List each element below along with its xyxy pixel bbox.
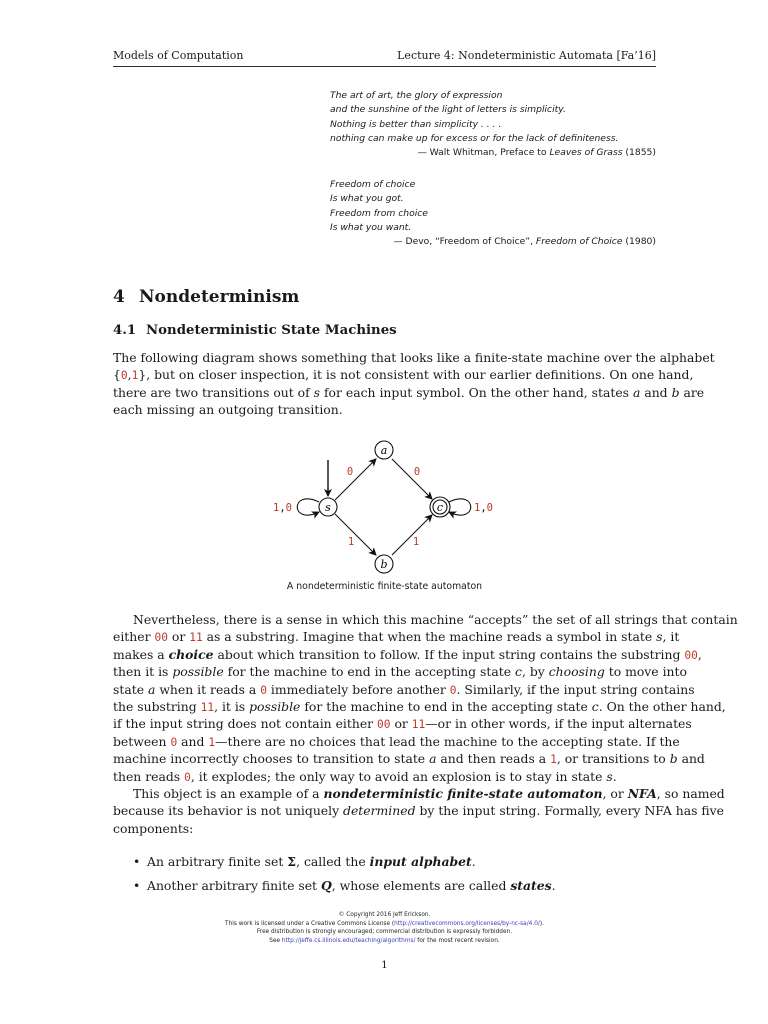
text: . xyxy=(471,854,476,869)
code-symbol: 1 xyxy=(208,735,216,749)
subsection-title: Nondeterministic State Machines xyxy=(146,323,397,338)
math-symbol: Σ xyxy=(287,854,297,869)
edge-label: 0 xyxy=(346,466,354,478)
text-line xyxy=(113,768,656,785)
edge-label: 0 xyxy=(285,502,292,514)
text: , xyxy=(697,646,702,662)
section-title: Nondeterminism xyxy=(139,287,300,307)
term: NFA xyxy=(627,786,657,801)
license-line xyxy=(113,920,656,929)
attr-year: (1980) xyxy=(622,236,656,248)
edge-label-sep: , xyxy=(480,502,487,514)
text: and then reads a xyxy=(436,751,551,767)
component-list xyxy=(133,850,556,898)
code-symbol: 1 xyxy=(131,369,139,383)
term: input alphabet xyxy=(369,854,472,869)
header-course: Models of Computation xyxy=(113,49,244,62)
text: This work is licensed under a Creative Commons License ( xyxy=(225,920,395,927)
state-label: b xyxy=(380,558,388,571)
text-line xyxy=(113,698,726,715)
text: by the input string. Formally, every NFA has five xyxy=(415,803,724,819)
text: and xyxy=(640,384,672,400)
text: and xyxy=(677,751,705,767)
text: . xyxy=(612,768,617,784)
text: , so named xyxy=(656,786,725,801)
paragraph-intro xyxy=(113,349,715,419)
epigraph-attribution xyxy=(330,235,656,249)
text-line xyxy=(113,646,702,663)
paragraph-nevertheless xyxy=(113,611,738,785)
math-symbol: Q xyxy=(320,878,332,893)
text: , xyxy=(127,367,132,383)
text: the substring xyxy=(113,698,201,714)
code-symbol: 0 xyxy=(120,369,128,383)
edge-label-sep: , xyxy=(279,502,286,514)
text: or xyxy=(167,629,190,645)
text-line xyxy=(113,366,694,383)
loop-s xyxy=(297,499,319,515)
text: when it reads a xyxy=(155,681,261,697)
text-line xyxy=(113,681,695,698)
text-line xyxy=(113,715,692,732)
state-c-accepting xyxy=(430,497,450,517)
state-s xyxy=(319,498,337,516)
epigraph-line: nothing can make up for excess or for the lack of definiteness. xyxy=(330,132,619,144)
state-var: a xyxy=(147,681,156,697)
section-heading xyxy=(113,287,299,307)
code-symbol: 00 xyxy=(377,718,391,732)
text-line xyxy=(113,401,656,418)
state-var: s xyxy=(606,768,613,784)
text: for the machine to end in the accepting state xyxy=(300,698,592,714)
text: , it explodes; the only way to avoid an explosion is to stay in state xyxy=(190,768,607,784)
epigraph-line: Freedom from choice xyxy=(330,207,428,219)
list-item: • Another arbitrary finite set Q, whose elements are called states. xyxy=(133,878,556,893)
code-symbol: 11 xyxy=(189,631,203,645)
state-var: c xyxy=(515,664,522,680)
edge-label: 0 xyxy=(413,466,421,478)
text: An arbitrary finite set xyxy=(147,854,288,869)
state-var: a xyxy=(429,751,437,767)
state-var: a xyxy=(632,384,641,400)
edge-b-c xyxy=(392,515,432,555)
state-var: b xyxy=(671,384,680,400)
text-line xyxy=(113,628,680,645)
state-b xyxy=(375,555,393,573)
text: to move into xyxy=(604,664,687,680)
text: each missing an outgoing transition. xyxy=(113,402,343,418)
epigraph-line: The art of art, the glory of expression xyxy=(330,90,503,101)
text-line xyxy=(113,349,715,366)
distribution-line: Free distribution is strongly encouraged; commercial distribution is expressly forbidden. xyxy=(256,929,513,936)
text: about which transition to follow. If the input string contains the substring xyxy=(213,646,685,662)
text: because its behavior is not uniquely xyxy=(113,803,344,819)
text-line xyxy=(113,802,724,819)
state-var: s xyxy=(656,629,663,645)
state-var: b xyxy=(669,751,678,767)
text: between xyxy=(113,733,171,749)
edge-label: 1 xyxy=(412,536,420,548)
attr-title: Leaves of Grass xyxy=(549,147,623,159)
text: —there are no choices that lead the machine to the accepting state. If the xyxy=(215,733,680,749)
text: either xyxy=(113,629,155,645)
code-symbol: 0 xyxy=(170,735,178,749)
text: . On the other hand, xyxy=(598,698,726,714)
text: , it xyxy=(662,629,680,645)
list-item: • An arbitrary finite set Σ, called the input alphabet. xyxy=(133,854,476,869)
text: , called the xyxy=(296,854,370,869)
text-line xyxy=(113,820,656,837)
text: or xyxy=(390,716,412,732)
code-symbol: 0 xyxy=(449,683,457,697)
code-symbol: 0 xyxy=(260,683,267,697)
course-link[interactable]: http://jeffe.cs.illinois.edu/teaching/algorithms/ xyxy=(281,938,416,945)
text: for the most recent revision. xyxy=(415,938,500,945)
text: as a substring. Imagine that when the machine reads a symbol in state xyxy=(202,629,657,645)
code-symbol: 11 xyxy=(411,718,426,732)
code-symbol: 11 xyxy=(200,700,215,714)
edge-s-b xyxy=(335,514,376,555)
text: —or in other words, if the input alternates xyxy=(425,716,692,732)
epigraph-line: and the sunshine of the light of letters is simplicity. xyxy=(330,104,566,116)
text: there are two transitions out of xyxy=(113,384,314,400)
attr-title: Freedom of Choice xyxy=(535,236,623,248)
state-label: c xyxy=(436,501,444,514)
text: for each input symbol. On the other hand, states xyxy=(320,384,633,400)
loop-label-s xyxy=(273,502,292,514)
code-symbol: 0 xyxy=(184,770,191,784)
text: immediately before another xyxy=(266,681,450,697)
text: The following diagram shows something that looks like a finite-state machine over the alphabet xyxy=(113,350,715,365)
text: components: xyxy=(113,820,194,836)
edge-label: 1 xyxy=(347,536,355,548)
epigraph-line: Freedom of choice xyxy=(330,179,416,190)
header-lecture: Lecture 4: Nondeterministic Automata [Fa’16] xyxy=(397,49,656,62)
text: for the machine to end in the accepting state xyxy=(223,664,515,680)
text-line xyxy=(113,733,680,750)
figure-caption: A nondeterministic finite-state automaton xyxy=(286,581,483,592)
text: , or xyxy=(602,786,628,801)
state-var: c xyxy=(591,698,599,714)
emphasis: choice xyxy=(168,646,214,662)
text: , or transitions to xyxy=(556,751,670,767)
text-line xyxy=(113,785,725,802)
copyright-footer xyxy=(113,911,656,946)
text-line xyxy=(113,611,738,628)
term: nondeterministic finite-state automaton xyxy=(323,786,603,801)
epigraph-line: Is what you got. xyxy=(330,193,404,205)
state-var: s xyxy=(313,384,321,400)
edge-label: 1 xyxy=(474,502,481,514)
code-symbol: 1 xyxy=(550,753,557,767)
text: This object is an example of a xyxy=(133,786,324,801)
text: and xyxy=(177,733,209,749)
epigraph-devo xyxy=(330,178,656,249)
text: . xyxy=(551,878,556,893)
text: are xyxy=(679,384,705,400)
attr-year: (1855) xyxy=(622,147,656,159)
epigraph-line: Nothing is better than simplicity . . . . xyxy=(330,118,502,130)
text: then reads xyxy=(113,768,185,784)
term: states xyxy=(510,878,552,893)
code-symbol: 00 xyxy=(154,631,168,645)
text: Nevertheless, there is a sense in which this machine “accepts” the set of all strings that contain xyxy=(133,612,738,627)
text: state xyxy=(113,681,148,697)
text: , by xyxy=(521,664,549,680)
epigraph-line: Is what you want. xyxy=(330,221,412,233)
subsection-number: 4.1 xyxy=(113,323,137,338)
page-number: 1 xyxy=(381,959,388,971)
emphasis: determined xyxy=(343,803,416,819)
emphasis: possible xyxy=(249,698,301,714)
text: then it is xyxy=(113,664,173,680)
loop-c xyxy=(449,499,471,515)
text: ). xyxy=(539,920,544,927)
text: { xyxy=(113,367,121,383)
text: , whose elements are called xyxy=(331,878,511,893)
epigraph-attribution xyxy=(330,146,656,160)
header-rule xyxy=(113,66,656,67)
nfa-diagram xyxy=(268,432,508,582)
paragraph-nfa-definition xyxy=(113,785,725,837)
text-line xyxy=(113,384,705,401)
see-line xyxy=(113,937,656,946)
text: machine incorrectly chooses to transition to state xyxy=(113,751,430,767)
text: makes a xyxy=(113,646,169,662)
code-symbol: 00 xyxy=(684,648,698,662)
text-line xyxy=(113,750,705,767)
text: . Similarly, if the input string contains xyxy=(456,681,695,697)
text-line xyxy=(113,663,687,680)
subsection-heading xyxy=(113,323,397,338)
loop-label-c xyxy=(474,502,493,514)
copyright-line: © Copyright 2016 Jeff Erickson. xyxy=(338,912,431,918)
text: Another arbitrary finite set xyxy=(147,878,321,893)
state-label: a xyxy=(380,444,388,457)
edge-label: 1 xyxy=(273,502,280,514)
emphasis: choosing xyxy=(548,664,605,680)
text: See xyxy=(269,938,282,945)
section-number: 4 xyxy=(113,287,125,307)
epigraph-whitman xyxy=(330,89,656,160)
edge-a-c xyxy=(392,459,432,499)
edge-label: 0 xyxy=(486,502,493,514)
license-link[interactable]: http://creativecommons.org/licenses/by-nc-sa/4.0/ xyxy=(394,920,540,927)
text: , it is xyxy=(214,698,250,714)
emphasis: possible xyxy=(172,664,224,680)
attr-text: — Devo, “Freedom of Choice”, xyxy=(393,236,536,248)
text: if the input string does not contain either xyxy=(113,716,378,732)
text: }, but on closer inspection, it is not consistent with our earlier definitions. On one hand, xyxy=(138,367,694,383)
attr-text: — Walt Whitman, Preface to xyxy=(417,147,550,159)
edge-s-a xyxy=(335,459,376,500)
state-a xyxy=(375,441,393,459)
state-label: s xyxy=(325,501,331,514)
